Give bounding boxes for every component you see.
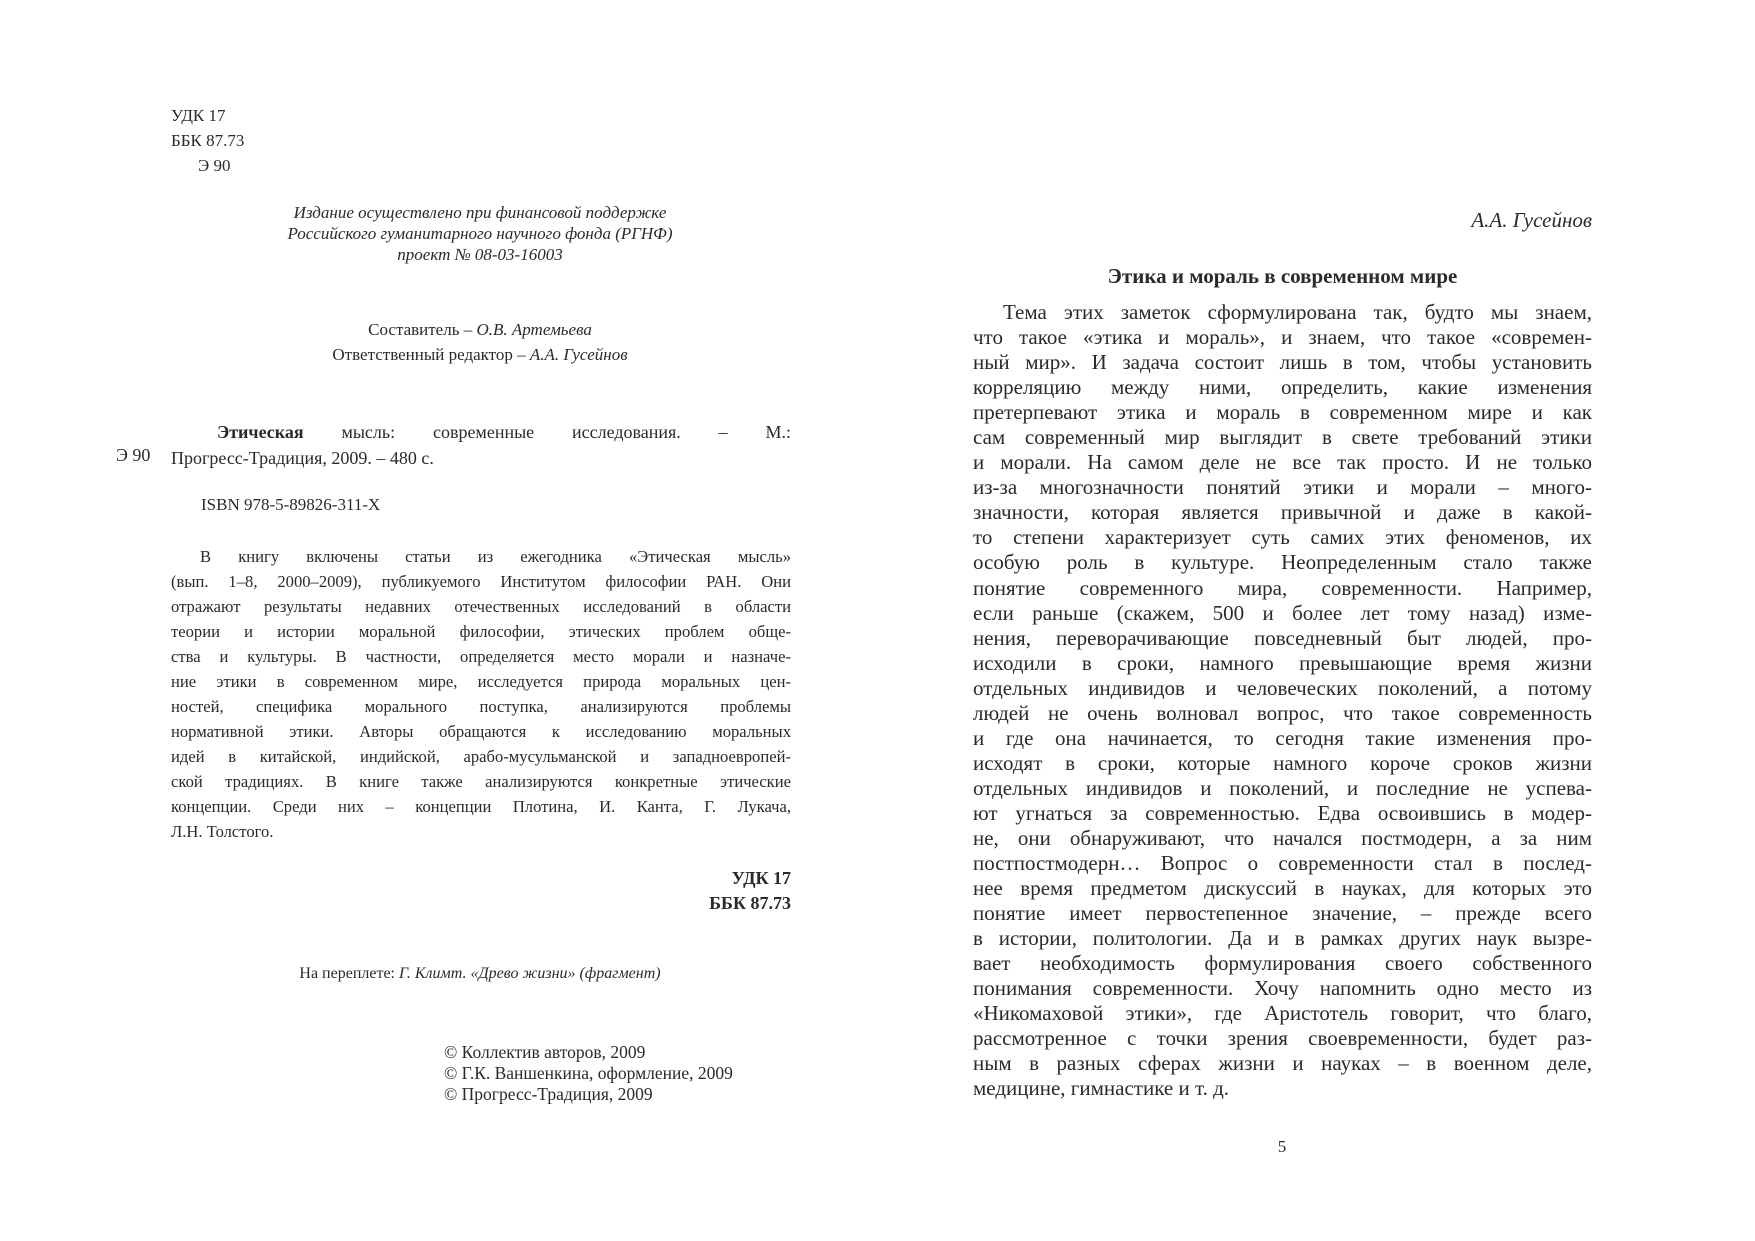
text-line: нее время предметом дискуссий в науках, для которых это	[973, 876, 1592, 901]
text-line: ностей, специфика морального поступка, анализируются проблемы	[171, 697, 791, 716]
text-line: что такое «этика и мораль», и знаем, что такое «современ-	[973, 325, 1592, 350]
cover-label: На переплете:	[299, 965, 399, 982]
biblio-title-line	[171, 419, 791, 445]
text-line: понимания современности. Хочу напомнить одно место из	[973, 976, 1592, 1001]
text-line: корреляцию между ними, определить, какие изменения	[973, 375, 1592, 400]
text-line: если раньше (скажем, 500 и более лет тому назад) изме-	[973, 600, 1592, 625]
text-line: и где она начинается, то сегодня такие изменения про-	[973, 725, 1592, 750]
article-title: Этика и мораль в современном мире	[1107, 264, 1458, 288]
text-line: исходят в сроки, которые намного короче сроков жизни	[973, 750, 1592, 775]
text-line: претерпевают этика и мораль в современном мире и как	[973, 400, 1592, 425]
text-line: в истории, политологии. Да и в рамках других наук вызре-	[973, 926, 1592, 951]
text-line: и морали. На самом деле не все так просто. И не только	[973, 450, 1592, 475]
text-line: ный мир». И задача состоит лишь в том, чтобы установить	[973, 350, 1592, 375]
text-line: ным в разных сферах жизни и науках – в военном деле,	[973, 1051, 1592, 1076]
text-line: рассмотренное с точки зрения своевременности, будет раз-	[973, 1026, 1592, 1051]
text-line: Л.Н. Толстого.	[171, 822, 274, 841]
author-mark-top: Э 90	[198, 156, 231, 175]
text-line: значности, которая является привычной и даже в какой-	[973, 500, 1592, 525]
text-line: нения, переворачивающие повседневный быт людей, про-	[973, 625, 1592, 650]
text-line: ют угнаться за современностью. Едва освоившись в модер-	[973, 800, 1592, 825]
text-line: отражают результаты недавних отечественных исследований в области	[171, 597, 791, 616]
biblio-title-rest: мысль: современные исследования. – М.:	[303, 422, 791, 442]
text-line: идей в китайской, индийской, арабо-мусульманской и западноевропей-	[171, 747, 791, 766]
text-line: сам современный мир выглядит в свете требований этики	[973, 425, 1592, 450]
compiler-label: Составитель –	[368, 320, 477, 339]
text-line: ской традициях. В книге также анализируются конкретные этические	[171, 772, 791, 791]
copyright-line: © Коллектив авторов, 2009	[444, 1042, 646, 1062]
text-line: медицине, гимнастике и т. д.	[973, 1076, 1229, 1101]
isbn: ISBN 978-5-89826-311-X	[201, 495, 381, 514]
article-body	[973, 300, 1592, 1102]
bbk-code-top: ББК 87.73	[171, 131, 245, 150]
cover-credit	[230, 965, 730, 983]
text-line: «Никомаховой этики», где Аристотель говорит, что благо,	[973, 1001, 1592, 1026]
text-line: из-за многозначности понятий этики и морали – много-	[973, 475, 1592, 500]
text-line: исходили в сроки, намного превышающие время жизни	[973, 650, 1592, 675]
compiler-name: О.В. Артемьева	[476, 320, 592, 339]
text-line: Тема этих заметок сформулирована так, будто мы знаем,	[1003, 300, 1592, 324]
grant-notice	[230, 202, 730, 265]
annotation-paragraph	[171, 544, 791, 844]
text-line: понятие имеет первостепенное значение, – прежде всего	[973, 901, 1592, 926]
udk-code-top: УДК 17	[171, 106, 226, 125]
text-line: отдельных индивидов и поколений, и последние не успева-	[973, 775, 1592, 800]
udk-code-bottom: УДК 17	[731, 868, 791, 888]
editor-label: Ответственный редактор –	[332, 345, 530, 364]
grant-notice-line: Российского гуманитарного научного фонда (РГНФ)	[287, 224, 673, 243]
text-line: В книгу включены статьи из ежегодника «Этическая мысль»	[200, 547, 791, 566]
article-author: А.А. Гусейнов	[1471, 208, 1592, 232]
editor-credit	[230, 345, 730, 365]
text-line: людей не очень волновал вопрос, что такое современность	[973, 700, 1592, 725]
text-line: то степени характеризует суть самих этих феноменов, их	[973, 525, 1592, 550]
compiler-credit	[230, 320, 730, 340]
text-line: вает необходимость формулирования своего собственного	[973, 951, 1592, 976]
text-line: ства и культуры. В частности, определяется место морали и назначе-	[171, 647, 791, 666]
copyright-block	[444, 1042, 733, 1105]
text-line: не, они обнаруживают, что начался постмодерн, а за ним	[973, 825, 1592, 850]
page-number: 5	[1277, 1137, 1287, 1156]
cover-text: Г. Климт. «Древо жизни» (фрагмент)	[399, 965, 661, 982]
biblio-title-bold: Этическая	[217, 422, 304, 442]
grant-notice-line: Издание осуществлено при финансовой поддержке	[293, 203, 667, 222]
text-line: теории и истории моральной философии, этических проблем обще-	[171, 622, 791, 641]
text-line: концепции. Среди них – концепции Плотина, И. Канта, Г. Лукача,	[171, 797, 791, 816]
biblio-imprint: Прогресс-Традиция, 2009. – 480 с.	[171, 448, 434, 468]
copyright-line: © Прогресс-Традиция, 2009	[444, 1084, 653, 1104]
copyright-line: © Г.К. Ваншенкина, оформление, 2009	[444, 1063, 733, 1083]
text-line: понятие современного мира, современности. Например,	[973, 575, 1592, 600]
text-line: отдельных индивидов и человеческих поколений, а потому	[973, 675, 1592, 700]
text-line: постпостмодерн… Вопрос о современности стал в послед-	[973, 851, 1592, 876]
bibliographic-record	[171, 419, 791, 471]
grant-notice-line: проект № 08-03-16003	[397, 245, 563, 264]
text-line: (вып. 1–8, 2000–2009), публикуемого Институтом философии РАН. Они	[171, 572, 791, 591]
biblio-author-mark: Э 90	[116, 445, 151, 465]
editor-name: А.А. Гусейнов	[529, 345, 628, 364]
text-line: ние этики в современном мире, исследуется природа моральных цен-	[171, 672, 791, 691]
text-line: особую роль в культуре. Неопределенным стало также	[973, 550, 1592, 575]
text-line: нормативной этики. Авторы обращаются к исследованию моральных	[171, 722, 791, 741]
bbk-code-bottom: ББК 87.73	[709, 893, 791, 913]
